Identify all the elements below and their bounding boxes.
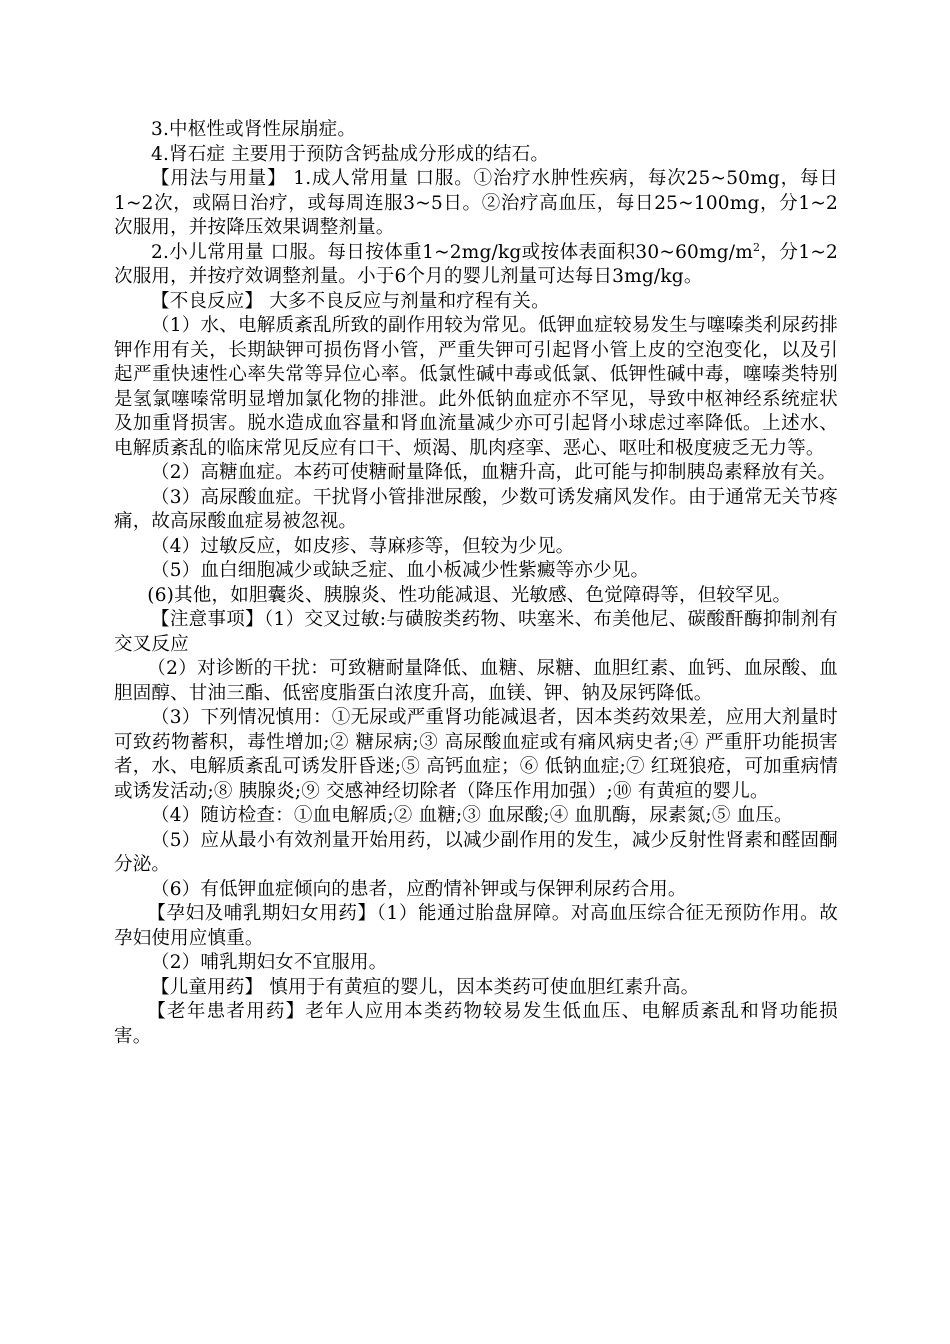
section-heading-dosage: 【用法与用量】 (151, 168, 287, 189)
paragraph-geriatric: 【老年患者用药】老年人应用本类药物较易发生低血压、电解质紊乱和肾功能损害。 (114, 1001, 838, 1047)
paragraph-precaution-4: （4）随访检查：①血电解质;② 血糖;③ 血尿酸;④ 血肌酶，尿素氮;⑤ 血压。 (151, 805, 793, 826)
paragraph-pediatric: 【儿童用药】 慎用于有黄疸的婴儿，因本类药可使血胆红素升高。 (151, 976, 700, 998)
paragraph-indication-4: 4.肾石症 主要用于预防含钙盐成分形成的结石。 (151, 143, 550, 165)
paragraph-adverse-3: （3）高尿酸血症。干扰肾小管排泄尿酸，少数可诱发痛风发作。由于通常无关节疼痛，故高尿酸血症易被忽视。 (114, 486, 838, 532)
superscript: 2 (752, 240, 761, 254)
paragraph-dosage-adult: 【用法与用量】 1.成人常用量 口服。①治疗水肿性疾病，每次25~50mg，每日1~2次，或隔日治疗，或每周连服3~5日。②治疗高血压，每日25~100mg，分1~2次服用，并按降压效果调整剂量。 (114, 168, 839, 238)
section-heading-precautions: 【注意事项】 (151, 609, 264, 630)
section-heading-pregnancy: 【孕妇及哺乳期妇女用药】 (147, 903, 377, 924)
section-heading-pediatric: 【儿童用药】 (151, 976, 264, 998)
paragraph-dosage-child: 2.小儿常用量 口服。每日按体重1~2mg/kg或按体表面积$30\sim 60mg/m^2$，分1~2次服用，并按疗效调整剂量。小于6个月的婴儿剂量可达每日3mg/kg。 (114, 240, 838, 287)
paragraph-precaution-2: （2）对诊断的干扰：可致糖耐量降低、血糖、尿糖、血胆红素、血钙、血尿酸、血胆固醇、甘油三酯、低密度脂蛋白浓度升高，血镁、钾、钠及尿钙降低。 (114, 658, 838, 704)
paragraph-adverse-4: （4）过敏反应，如皮疹、荨麻疹等，但较为少见。 (151, 535, 575, 557)
document-page (114, 118, 838, 1049)
paragraph-pregnancy-1: 【孕妇及哺乳期妇女用药】（1）能通过胎盘屏障。对高血压综合征无预防作用。故孕妇使用应慎重。 (114, 903, 838, 949)
paragraph-adverse-2: （2）高糖血症。本药可使糖耐量降低，血糖升高，此可能与抑制胰岛素释放有关。 (151, 462, 837, 483)
section-heading-adverse: 【不良反应】 (151, 290, 264, 312)
paragraph-indication-3: 3.中枢性或肾性尿崩症。 (151, 119, 357, 140)
paragraph-precaution-5: （5）应从最小有效剂量开始用药，以减少副作用的发生，减少反射性肾素和醛固酮分泌。 (114, 829, 838, 875)
paragraph-precaution-1: 【注意事项】（1）交叉过敏:与磺胺类药物、呋塞米、布美他尼、碳酸酐酶抑制剂有交叉反应 (114, 609, 838, 655)
paragraph-adverse-intro: 【不良反应】 大多不良反应与剂量和疗程有关。 (151, 290, 550, 312)
paragraph-precaution-3: （3）下列情况慎用：①无尿或严重肾功能减退者，因本类药效果差，应用大剂量时可致药物蓄积，毒性增加;② 糖尿病;③ 高尿酸血症或有痛风病史者;④ 严重肝功能损害者，水、电解质紊乱可诱发肝昏迷;⑤ 高钙血症；⑥ 低钠血症;⑦ 红斑狼疮，可加重病情或诱发活动;⑧ 胰腺炎;⑨ 交感神经切除者（降压作用加强）;⑩ 有黄疸的婴儿。 (114, 707, 838, 802)
section-heading-geriatric: 【老年患者用药】 (147, 1001, 306, 1022)
paragraph-pregnancy-2: （2）哺乳期妇女不宜服用。 (151, 952, 388, 973)
paragraph-adverse-5: （5）血白细胞减少或缺乏症、血小板减少性紫癜等亦少见。 (151, 560, 650, 581)
paragraph-adverse-6: (6)其他，如胆囊炎、胰腺炎、性功能减退、光敏感、色觉障碍等，但较罕见。 (147, 584, 792, 606)
paragraph-precaution-6: （6）有低钾血症倾向的患者，应酌情补钾或与保钾利尿药合用。 (151, 878, 687, 900)
paragraph-adverse-1: （1）水、电解质紊乱所致的副作用较为常见。低钾血症较易发生与噻嗪类利尿药排钾作用有关，长期缺钾可损伤肾小管，严重失钾可引起肾小管上皮的空泡变化，以及引起严重快速性心率失常等异位心率。低氯性碱中毒或低氯、低钾性碱中毒，噻嗪类特别是氢氯噻嗪常明显增加氯化物的排泄。此外低钠血症亦不罕见，导致中枢神经系统症状及加重肾损害。脱水造成血容量和肾血流量减少亦可引起肾小球虑过率降低。上述水、电解质紊乱的临床常见反应有口干、烦渴、肌肉痉挛、恶心、呕吐和极度疲乏无力等。 (114, 315, 838, 459)
